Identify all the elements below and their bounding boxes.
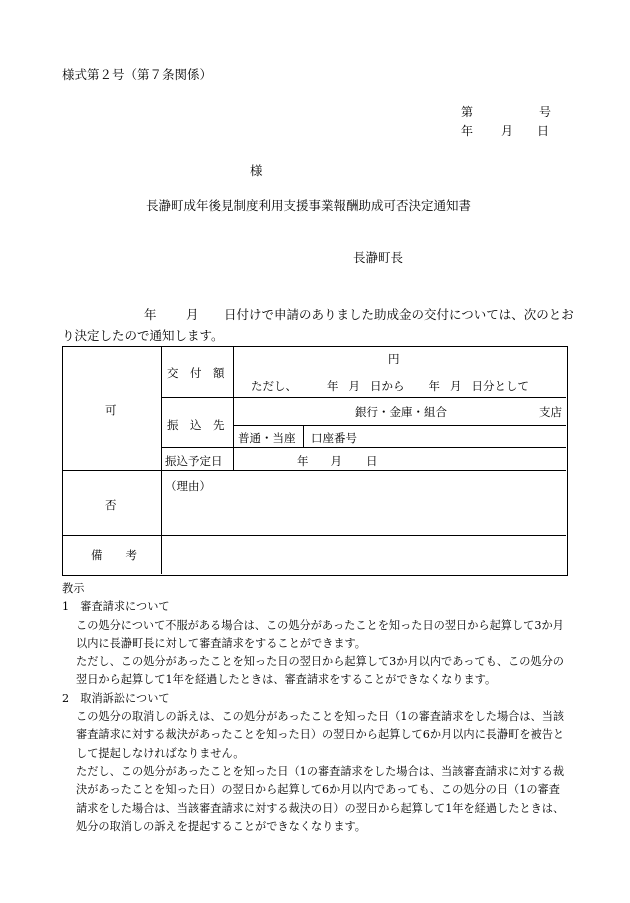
notes-heading: 教示	[62, 582, 85, 595]
transfer-month: 月	[330, 454, 342, 468]
account-type: 普通・当座	[238, 431, 296, 445]
date-year: 年	[461, 124, 474, 138]
transfer-year: 年	[297, 454, 309, 468]
period-from-year: 年	[327, 379, 339, 393]
decision-table	[62, 346, 568, 576]
approve-label: 可	[105, 403, 117, 417]
remarks-label: 備 考	[91, 548, 137, 562]
period-to-day: 日分として	[471, 379, 529, 393]
transfer-day: 日	[366, 454, 378, 468]
date-day: 日	[537, 124, 550, 138]
issue-date	[461, 122, 549, 139]
section-1-paragraph-2: ただし、この処分があったことを知った日の翌日から起算して3か月以内であっても、この処分の翌日から起算して1年を経過したときは、審査請求をすることができなくなります。	[76, 655, 564, 687]
transfer-date	[297, 453, 378, 469]
section-1-paragraph-1: この処分について不服がある場合は、この処分があったことを知った日の翌日から起算して3か月以内に長瀞町長に対して審査請求をすることができます。	[76, 618, 564, 650]
period-prefix: ただし、	[251, 379, 297, 393]
date-month: 月	[501, 124, 514, 138]
bank-types: 銀行・金庫・組合	[355, 405, 447, 419]
amount-label: 交 付 額	[167, 366, 225, 380]
addressee-suffix: 様	[250, 163, 263, 178]
section-2-paragraph-1: この処分の取消しの訴えは、この処分があったことを知った日（1の審査請求をした場合は、当該審査請求に対する裁決があったことを知った日）の翌日から起算して6か月以内に長瀞町を被告として提起しなければなりません。	[76, 710, 565, 760]
period-from-day: 日から	[370, 379, 405, 393]
section-2-paragraph-2: ただし、この処分があったことを知った日（1の審査請求をした場合は、当該審査請求に対する裁決があったことを知った日）の翌日から起算して6か月以内であっても、この処分の日（1の審査請求をした場合は、当該審査請求に対する裁決の日）の翌日から起算して1年を経過したときは、処分の取消しの訴えを提起することができなくなります。	[76, 764, 565, 833]
transfer-label: 振 込 先	[167, 418, 225, 432]
doc-no-suffix: 号	[539, 105, 552, 119]
deny-label: 否	[105, 498, 117, 512]
reason-label: （理由）	[165, 479, 211, 493]
yen-unit: 円	[388, 352, 400, 366]
period-text	[251, 378, 529, 394]
body-month: 月	[186, 307, 199, 322]
account-number-label: 口座番号	[311, 431, 357, 445]
section-1-title: 1 審査請求について	[62, 600, 170, 614]
branch-label: 支店	[539, 405, 562, 419]
body-sentence: 日付けで申請のありました助成金の交付については、次のとおり決定したので通知します。	[62, 307, 574, 343]
instructions	[62, 580, 570, 836]
doc-no-prefix: 第	[461, 105, 474, 119]
document-title: 長瀞町成年後見制度利用支援事業報酬助成可否決定通知書	[146, 198, 472, 213]
period-from-month: 月	[348, 379, 360, 393]
period-to-month: 月	[450, 379, 462, 393]
period-to-year: 年	[428, 379, 440, 393]
document-number	[461, 103, 551, 120]
form-number: 様式第２号（第７条関係）	[62, 67, 213, 82]
body-year: 年	[144, 307, 157, 322]
transfer-date-label: 振込予定日	[165, 454, 223, 468]
body-text	[62, 304, 574, 346]
issuer: 長瀞町長	[353, 250, 404, 265]
section-2-title: 2 取消訴訟について	[62, 691, 170, 705]
